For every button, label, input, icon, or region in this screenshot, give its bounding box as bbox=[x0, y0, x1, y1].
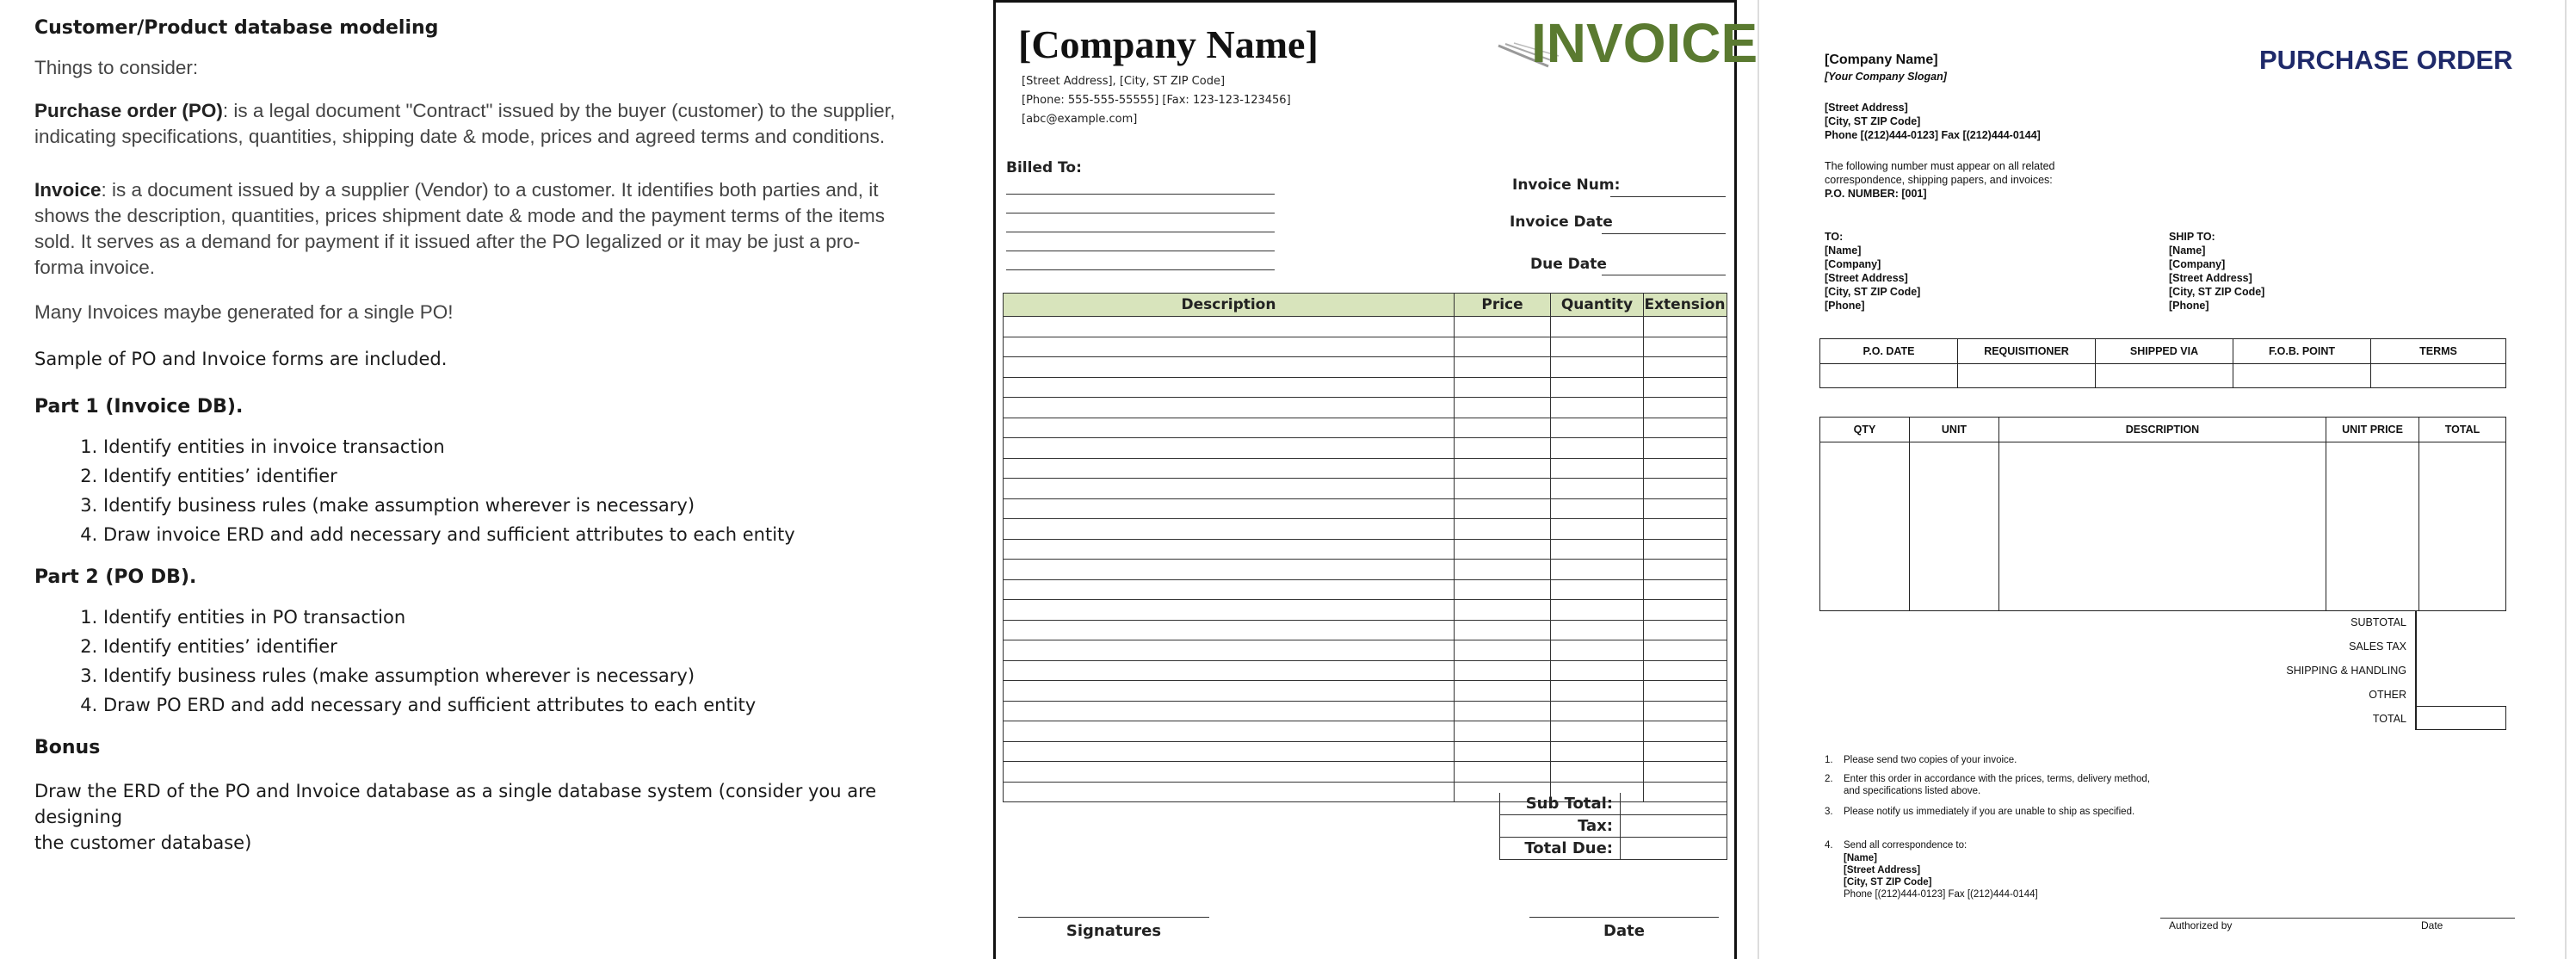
quantity-cell[interactable] bbox=[1551, 337, 1644, 357]
column-header-quantity: Quantity bbox=[1551, 294, 1644, 316]
tax-label: Tax: bbox=[1500, 815, 1621, 837]
total-column[interactable] bbox=[2419, 442, 2505, 610]
column-header-po-date: P.O. DATE bbox=[1820, 339, 1958, 363]
description-cell[interactable] bbox=[1004, 600, 1455, 620]
price-cell[interactable] bbox=[1455, 721, 1551, 741]
many-invoices-note: Many Invoices maybe generated for a single PO! bbox=[34, 301, 454, 323]
total-label: TOTAL bbox=[2372, 713, 2406, 725]
other-label: OTHER bbox=[2369, 689, 2406, 701]
extension-cell[interactable] bbox=[1644, 357, 1726, 377]
extension-cell[interactable] bbox=[1644, 580, 1726, 600]
invoice-num-field[interactable] bbox=[1610, 196, 1726, 197]
corr-city: [City, ST ZIP Code] bbox=[1844, 877, 1932, 888]
po-info-header bbox=[1820, 339, 2505, 364]
po-number: P.O. NUMBER: [001] bbox=[1825, 188, 1927, 200]
price-cell[interactable] bbox=[1455, 681, 1551, 701]
description-cell[interactable] bbox=[1004, 580, 1455, 600]
description-cell[interactable] bbox=[1004, 479, 1455, 498]
extension-cell[interactable] bbox=[1644, 742, 1726, 762]
price-cell[interactable] bbox=[1455, 398, 1551, 418]
subtotal-label: SUBTOTAL bbox=[2351, 616, 2406, 628]
quantity-cell[interactable] bbox=[1551, 640, 1644, 660]
table-row bbox=[1004, 418, 1727, 439]
po-term: Purchase order (PO) bbox=[34, 100, 223, 121]
price-cell[interactable] bbox=[1455, 519, 1551, 539]
signatures-label: Signatures bbox=[1066, 922, 1162, 940]
requisitioner-cell[interactable] bbox=[1958, 364, 2096, 387]
po-date-cell[interactable] bbox=[1820, 364, 1958, 387]
billed-to-line[interactable] bbox=[1006, 269, 1275, 270]
column-header-terms: TERMS bbox=[2419, 345, 2457, 357]
po-info-table bbox=[1819, 338, 2506, 388]
part1-heading: Part 1 (Invoice DB). bbox=[34, 396, 244, 418]
table-row bbox=[1004, 600, 1727, 621]
description-cell[interactable] bbox=[1004, 640, 1455, 660]
column-header-description: Description bbox=[1004, 294, 1455, 316]
description-cell[interactable] bbox=[1004, 499, 1455, 519]
table-row bbox=[1004, 317, 1727, 337]
part2-list bbox=[34, 603, 930, 720]
fob-point-cell[interactable] bbox=[2233, 364, 2371, 387]
table-row bbox=[1004, 560, 1727, 580]
invoice-form bbox=[993, 0, 1758, 959]
description-cell[interactable] bbox=[1004, 721, 1455, 741]
price-cell[interactable] bbox=[1455, 357, 1551, 377]
invoice-company-name: [Company Name] bbox=[1018, 22, 1319, 66]
extension-cell[interactable] bbox=[1644, 661, 1726, 681]
table-row bbox=[1004, 621, 1727, 641]
quantity-cell[interactable] bbox=[1551, 721, 1644, 741]
invoice-logo: INVOICE bbox=[1531, 12, 1758, 74]
description-cell[interactable] bbox=[1004, 519, 1455, 539]
list-item: 3. Identify business rules (make assumption wherever is necessary) bbox=[103, 491, 930, 520]
description-cell[interactable] bbox=[1004, 438, 1455, 458]
table-row bbox=[1004, 702, 1727, 722]
column-header-requisitioner: REQUISITIONER bbox=[1958, 339, 2096, 363]
invoice-date-field[interactable] bbox=[1602, 233, 1726, 234]
invoice-totals bbox=[1499, 793, 1727, 860]
description-cell[interactable] bbox=[1004, 398, 1455, 418]
price-cell[interactable] bbox=[1455, 742, 1551, 762]
extension-cell[interactable] bbox=[1644, 337, 1726, 357]
inv-def-line-1: : is a document issued by a supplier (Vendor) to a customer. It identifies both parties and, it bbox=[101, 179, 879, 201]
price-cell[interactable] bbox=[1455, 762, 1551, 782]
column-header-qty: QTY bbox=[1820, 418, 1910, 442]
bonus-text bbox=[34, 778, 930, 856]
invoice-phone-fax: [Phone: 555-555-55555] [Fax: 123-123-123456] bbox=[1022, 94, 1291, 107]
table-row bbox=[1004, 438, 1727, 459]
total-due-label: Total Due: bbox=[1500, 838, 1621, 859]
column-header-price: Price bbox=[1455, 294, 1551, 316]
column-header-total: TOTAL bbox=[2444, 424, 2480, 436]
inv-def-line-4: forma invoice. bbox=[34, 257, 156, 278]
ship-to-street: [Street Address] bbox=[2169, 272, 2252, 284]
table-row bbox=[1004, 640, 1727, 661]
table-row bbox=[1004, 681, 1727, 702]
po-total-cell[interactable] bbox=[2415, 706, 2506, 730]
price-cell[interactable] bbox=[1455, 621, 1551, 640]
price-cell[interactable] bbox=[1455, 640, 1551, 660]
tax-row bbox=[1500, 815, 1727, 838]
billed-to-line[interactable] bbox=[1006, 194, 1275, 195]
note-text: Please notify us immediately if you are unable to ship as specified. bbox=[1844, 807, 2135, 817]
price-cell[interactable] bbox=[1455, 580, 1551, 600]
subtotal-value[interactable] bbox=[1621, 793, 1727, 814]
price-cell[interactable] bbox=[1455, 438, 1551, 458]
quantity-cell[interactable] bbox=[1551, 702, 1644, 721]
description-cell[interactable] bbox=[1004, 661, 1455, 681]
invoice-email: [abc@example.com] bbox=[1022, 113, 1138, 126]
quantity-cell[interactable] bbox=[1551, 499, 1644, 519]
part2-heading: Part 2 (PO DB). bbox=[34, 566, 197, 588]
po-city: [City, ST ZIP Code] bbox=[1825, 115, 1921, 127]
extension-cell[interactable] bbox=[1644, 600, 1726, 620]
invoice-table-header bbox=[1004, 294, 1727, 317]
po-page-edge bbox=[2565, 0, 2567, 959]
description-cell[interactable] bbox=[1004, 702, 1455, 721]
table-row bbox=[1004, 479, 1727, 499]
description-cell[interactable] bbox=[1004, 762, 1455, 782]
extension-cell[interactable] bbox=[1644, 762, 1726, 782]
bonus-heading: Bonus bbox=[34, 737, 101, 758]
sample-note: Sample of PO and Invoice forms are included. bbox=[34, 349, 448, 369]
quantity-cell[interactable] bbox=[1551, 762, 1644, 782]
table-row bbox=[1004, 762, 1727, 783]
things-to-consider: Things to consider: bbox=[34, 57, 199, 78]
quantity-cell[interactable] bbox=[1551, 600, 1644, 620]
description-cell[interactable] bbox=[1004, 418, 1455, 438]
table-row bbox=[1004, 398, 1727, 418]
bonus-line-2: the customer database) bbox=[34, 832, 252, 853]
column-header-shipped-via: SHIPPED VIA bbox=[2096, 339, 2233, 363]
po-items-header bbox=[1820, 418, 2505, 442]
unit-column[interactable] bbox=[1910, 442, 1999, 610]
extension-cell[interactable] bbox=[1644, 621, 1726, 640]
extension-cell[interactable] bbox=[1644, 479, 1726, 498]
description-cell[interactable] bbox=[1004, 357, 1455, 377]
price-cell[interactable] bbox=[1455, 479, 1551, 498]
quantity-cell[interactable] bbox=[1551, 621, 1644, 640]
price-cell[interactable] bbox=[1455, 560, 1551, 579]
sales-tax-label: SALES TAX bbox=[2349, 640, 2406, 653]
price-cell[interactable] bbox=[1455, 540, 1551, 560]
extension-cell[interactable] bbox=[1644, 519, 1726, 539]
description-column[interactable] bbox=[1999, 442, 2326, 610]
extension-cell[interactable] bbox=[1644, 418, 1726, 438]
subtotal-row bbox=[1500, 793, 1727, 815]
po-info-row bbox=[1820, 364, 2505, 387]
subtotal-label: Sub Total: bbox=[1500, 793, 1621, 814]
assignment-title: Customer/Product database modeling bbox=[34, 17, 439, 39]
to-street: [Street Address] bbox=[1825, 272, 1908, 284]
note-number: 2. bbox=[1825, 774, 1833, 784]
ship-to-city: [City, ST ZIP Code] bbox=[2169, 286, 2265, 298]
invoice-date-label: Invoice Date bbox=[1510, 213, 1613, 231]
note-text: Enter this order in accordance with the prices, terms, delivery method, and specifications listed above. bbox=[1844, 774, 2151, 796]
table-row bbox=[1004, 459, 1727, 480]
po-date-label: Date bbox=[2421, 919, 2443, 931]
description-cell[interactable] bbox=[1004, 783, 1455, 802]
extension-cell[interactable] bbox=[1644, 378, 1726, 398]
extension-cell[interactable] bbox=[1644, 560, 1726, 579]
quantity-cell[interactable] bbox=[1551, 560, 1644, 579]
inv-def-line-2: shows the description, quantities, prices shipment date & mode and the payment terms of the items bbox=[34, 205, 886, 226]
corr-street: [Street Address] bbox=[1844, 865, 1921, 875]
note-text: Send all correspondence to: bbox=[1844, 840, 1968, 851]
po-company-name: [Company Name] bbox=[1825, 53, 1938, 67]
po-definition bbox=[34, 98, 930, 150]
description-cell[interactable] bbox=[1004, 742, 1455, 762]
signature-line[interactable] bbox=[1018, 917, 1209, 918]
purchase-order-form bbox=[1825, 0, 2513, 959]
table-row bbox=[1004, 661, 1727, 682]
quantity-cell[interactable] bbox=[1551, 438, 1644, 458]
to-company: [Company] bbox=[1825, 258, 1881, 270]
quantity-cell[interactable] bbox=[1551, 459, 1644, 479]
authorization-line[interactable] bbox=[2160, 918, 2515, 919]
to-city: [City, ST ZIP Code] bbox=[1825, 286, 1921, 298]
table-row bbox=[1004, 357, 1727, 378]
price-cell[interactable] bbox=[1455, 661, 1551, 681]
po-items-table bbox=[1819, 417, 2506, 611]
po-items-body bbox=[1820, 442, 2505, 610]
extension-cell[interactable] bbox=[1644, 640, 1726, 660]
table-row bbox=[1004, 721, 1727, 742]
qty-column[interactable] bbox=[1820, 442, 1910, 610]
quantity-cell[interactable] bbox=[1551, 661, 1644, 681]
invoice-line-items-table bbox=[1003, 293, 1727, 802]
description-cell[interactable] bbox=[1004, 621, 1455, 640]
quantity-cell[interactable] bbox=[1551, 317, 1644, 337]
total-due-row bbox=[1500, 838, 1727, 859]
note-number: 4. bbox=[1825, 840, 1833, 851]
extension-cell[interactable] bbox=[1644, 681, 1726, 701]
ship-to-label: SHIP TO: bbox=[2169, 231, 2215, 243]
note-number: 3. bbox=[1825, 807, 1833, 817]
ship-to-phone: [Phone] bbox=[2169, 300, 2209, 312]
terms-cell[interactable] bbox=[2371, 364, 2505, 387]
description-cell[interactable] bbox=[1004, 560, 1455, 579]
corr-name: [Name] bbox=[1844, 853, 1877, 863]
to-label: TO: bbox=[1825, 231, 1844, 243]
price-cell[interactable] bbox=[1455, 317, 1551, 337]
description-cell[interactable] bbox=[1004, 540, 1455, 560]
price-cell[interactable] bbox=[1455, 378, 1551, 398]
invoice-term: Invoice bbox=[34, 179, 102, 201]
po-title: PURCHASE ORDER bbox=[2259, 45, 2513, 75]
list-item: 1. Identify entities in invoice transaction bbox=[103, 432, 930, 461]
authorized-by-label: Authorized by bbox=[2169, 919, 2233, 931]
extension-cell[interactable] bbox=[1644, 499, 1726, 519]
column-header-extension: Extension bbox=[1644, 296, 1726, 313]
part1-list bbox=[34, 432, 930, 549]
column-header-unit-price: UNIT PRICE bbox=[2326, 418, 2419, 442]
extension-cell[interactable] bbox=[1644, 459, 1726, 479]
quantity-cell[interactable] bbox=[1551, 357, 1644, 377]
quantity-cell[interactable] bbox=[1551, 681, 1644, 701]
table-row bbox=[1004, 499, 1727, 520]
extension-cell[interactable] bbox=[1644, 398, 1726, 418]
shipped-via-cell[interactable] bbox=[2096, 364, 2233, 387]
price-cell[interactable] bbox=[1455, 337, 1551, 357]
due-date-label: Due Date bbox=[1530, 256, 1607, 273]
extension-cell[interactable] bbox=[1644, 317, 1726, 337]
invoice-definition bbox=[34, 177, 930, 281]
description-cell[interactable] bbox=[1004, 681, 1455, 701]
list-item: 4. Draw invoice ERD and add necessary and sufficient attributes to each entity bbox=[103, 520, 930, 549]
tax-value[interactable] bbox=[1621, 815, 1727, 837]
description-cell[interactable] bbox=[1004, 459, 1455, 479]
table-row bbox=[1004, 519, 1727, 540]
ship-to-name: [Name] bbox=[2169, 244, 2206, 257]
corr-phone-fax: Phone [(212)444-0123] Fax [(212)444-0144] bbox=[1844, 889, 2038, 900]
po-notice-line-2: correspondence, shipping papers, and invoices: bbox=[1825, 174, 2053, 186]
list-item: 1. Identify entities in PO transaction bbox=[103, 603, 930, 632]
total-due-value[interactable] bbox=[1621, 838, 1727, 859]
assignment-text bbox=[34, 15, 930, 856]
note-number: 1. bbox=[1825, 755, 1833, 765]
po-def-line-1: : is a legal document "Contract" issued by the buyer (customer) to the supplier, bbox=[222, 100, 896, 121]
description-cell[interactable] bbox=[1004, 337, 1455, 357]
extension-cell[interactable] bbox=[1644, 702, 1726, 721]
quantity-cell[interactable] bbox=[1551, 540, 1644, 560]
shipping-label: SHIPPING & HANDLING bbox=[2286, 665, 2406, 677]
list-item: 2. Identify entities’ identifier bbox=[103, 632, 930, 661]
unit-price-column[interactable] bbox=[2326, 442, 2419, 610]
list-item: 3. Identify business rules (make assumption wherever is necessary) bbox=[103, 661, 930, 690]
date-label: Date bbox=[1603, 922, 1645, 940]
price-cell[interactable] bbox=[1455, 459, 1551, 479]
quantity-cell[interactable] bbox=[1551, 418, 1644, 438]
quantity-cell[interactable] bbox=[1551, 479, 1644, 498]
list-item: 4. Draw PO ERD and add necessary and sufficient attributes to each entity bbox=[103, 690, 930, 720]
table-row bbox=[1004, 337, 1727, 358]
quantity-cell[interactable] bbox=[1551, 742, 1644, 762]
inv-def-line-3: sold. It serves as a demand for payment if it issued after the PO legalized or it may be just a pro- bbox=[34, 231, 861, 252]
to-phone: [Phone] bbox=[1825, 300, 1865, 312]
description-cell[interactable] bbox=[1004, 378, 1455, 398]
po-street: [Street Address] bbox=[1825, 102, 1908, 114]
price-cell[interactable] bbox=[1455, 702, 1551, 721]
table-row bbox=[1004, 580, 1727, 601]
to-name: [Name] bbox=[1825, 244, 1862, 257]
list-item: 2. Identify entities’ identifier bbox=[103, 461, 930, 491]
date-line[interactable] bbox=[1529, 917, 1719, 918]
column-header-fob-point: F.O.B. POINT bbox=[2233, 339, 2371, 363]
price-cell[interactable] bbox=[1455, 418, 1551, 438]
bonus-line-1: Draw the ERD of the PO and Invoice database as a single database system (consider you are designing bbox=[34, 781, 877, 827]
extension-cell[interactable] bbox=[1644, 438, 1726, 458]
table-row bbox=[1004, 378, 1727, 399]
table-row bbox=[1004, 540, 1727, 560]
quantity-cell[interactable] bbox=[1551, 580, 1644, 600]
po-notice-line-1: The following number must appear on all related bbox=[1825, 160, 2055, 172]
po-def-line-2: indicating specifications, quantities, shipping date & mode, prices and agreed terms and conditions. bbox=[34, 126, 886, 147]
quantity-cell[interactable] bbox=[1551, 398, 1644, 418]
invoice-table-body bbox=[1004, 317, 1727, 801]
extension-cell[interactable] bbox=[1644, 540, 1726, 560]
quantity-cell[interactable] bbox=[1551, 378, 1644, 398]
description-cell[interactable] bbox=[1004, 317, 1455, 337]
billed-to-label: Billed To: bbox=[1006, 159, 1082, 176]
note-text: Please send two copies of your invoice. bbox=[1844, 755, 2017, 765]
column-header-unit: UNIT bbox=[1910, 418, 1999, 442]
column-header-description: DESCRIPTION bbox=[1999, 418, 2326, 442]
invoice-address: [Street Address], [City, ST ZIP Code] bbox=[1022, 75, 1226, 88]
price-cell[interactable] bbox=[1455, 600, 1551, 620]
extension-cell[interactable] bbox=[1644, 721, 1726, 741]
invoice-num-label: Invoice Num: bbox=[1512, 176, 1621, 194]
po-company-slogan: [Your Company Slogan] bbox=[1825, 71, 1947, 83]
price-cell[interactable] bbox=[1455, 499, 1551, 519]
table-row bbox=[1004, 742, 1727, 763]
quantity-cell[interactable] bbox=[1551, 519, 1644, 539]
ship-to-company: [Company] bbox=[2169, 258, 2226, 270]
po-phone-fax: Phone [(212)444-0123] Fax [(212)444-0144] bbox=[1825, 129, 2041, 141]
